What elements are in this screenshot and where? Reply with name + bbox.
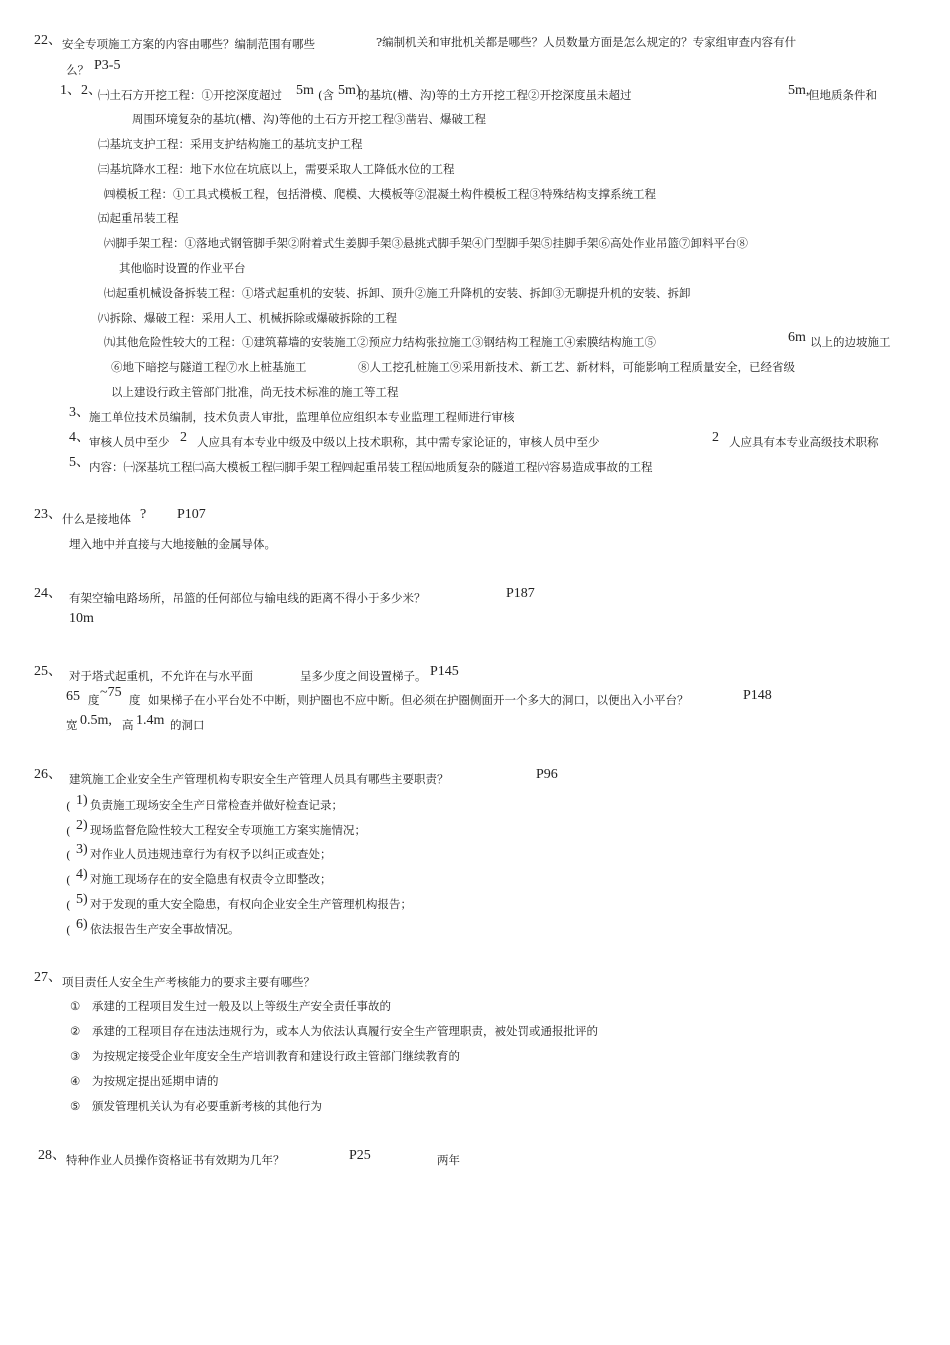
q25-page-ref2: P148: [743, 688, 772, 703]
list-item-paren: (: [66, 873, 71, 887]
q28-question: 特种作业人员操作资格证书有效期为几年？: [66, 1153, 285, 1167]
q23-answer: 埋入地中并直接与大地接触的金属导体。: [69, 537, 276, 551]
q22-a1-text1: ㈠土石方开挖工程：①开挖深度超过: [98, 88, 282, 102]
q28-number: 28、: [38, 1148, 66, 1163]
q25-number: 25、: [34, 664, 62, 679]
q25-page-ref1: P145: [430, 664, 459, 679]
q22-item-demolition: ㈧拆除、爆破工程：采用人工、机械拆除或爆破拆除的工程: [98, 311, 397, 325]
q28-page-ref: P25: [349, 1148, 371, 1163]
q22-a4-value1: 2: [180, 430, 187, 445]
q26-question: 建筑施工企业安全生产管理机构专职安全生产管理人员具有哪些主要职责？: [69, 772, 449, 786]
list-item: 对于发现的重大安全隐患，有权向企业安全生产管理机构报告；: [90, 897, 412, 911]
q22-item-crane-install: ㈦起重机械设备拆装工程：①塔式起重机的安装、拆卸、顶升②施工升降机的安装、拆卸③无聊提升机的安装、拆卸: [104, 286, 691, 300]
list-item-marker: ⑤: [70, 1099, 81, 1113]
list-item: 负责施工现场安全生产日常检查并做好检查记录；: [90, 798, 343, 812]
list-item-number: 5): [76, 892, 88, 907]
q25-ans-value2: ~75: [100, 685, 122, 700]
q22-item9-cont3: 以上建设行政主管部门批准，尚无技术标准的施工等工程: [111, 385, 399, 399]
q22-item9-cont2: ⑧人工挖孔桩施工⑨采用新技术、新工艺、新材料，可能影响工程质量安全，已经省级: [358, 360, 795, 374]
q22-item-formwork: ㈣模板工程：①工具式模板工程，包括滑模、爬模、大模板等②混凝土构件模板工程③特殊结构支撑系统工程: [104, 187, 656, 201]
list-item-number: 4): [76, 867, 88, 882]
q22-a4-number: 4、: [69, 430, 90, 445]
list-item-number: 3): [76, 842, 88, 857]
q26-number: 26、: [34, 767, 62, 782]
q24-question: 有架空输电路场所，吊篮的任何部位与输电线的距离不得小于多少米？: [69, 591, 426, 605]
list-item-paren: (: [66, 824, 71, 838]
q22-a4-text2: 人应具有本专业中级及中级以上技术职称，其中需专家论证的，审核人员中至少: [197, 435, 600, 449]
list-item-number: 1): [76, 793, 88, 808]
q24-page-ref: P187: [506, 586, 535, 601]
list-item-marker: ②: [70, 1024, 81, 1038]
q23-question: 什么是接地体: [62, 512, 131, 526]
q23-question-mark: ?: [140, 507, 147, 522]
q22-page-ref: P3-5: [94, 58, 121, 73]
q25-ans2-width-label: 宽: [66, 718, 78, 732]
list-item-paren: (: [66, 923, 71, 937]
q25-question-b: 呈多少度之间设置梯子。: [300, 669, 427, 683]
q25-ans-unit2: 度: [129, 693, 141, 707]
q22-a1-text2: (含: [318, 88, 334, 102]
list-item: 颁发管理机关认为有必要重新考核的其他行为: [92, 1099, 322, 1113]
q22-item9-cont1: ⑥地下暗挖与隧道工程⑦水上桩基施工: [111, 360, 307, 374]
list-item: 依法报告生产安全事故情况。: [90, 922, 240, 936]
q22-a1-value1: 5m: [296, 83, 314, 98]
q22-question-a: 安全专项施工方案的内容由哪些？编制范围有哪些: [62, 37, 315, 51]
q22-answer-prefix: 1、2、: [60, 83, 102, 98]
q22-question-c: 么？: [66, 63, 89, 77]
q22-item9-text-b: 以上的边坡施工: [810, 335, 891, 349]
list-item-number: 2): [76, 818, 88, 833]
q22-item-other-hazard: ㈨其他危险性较大的工程：①建筑幕墙的安装施工②预应力结构张拉施工③钢结构工程施工④索膜结构施工⑤: [104, 335, 656, 349]
list-item-paren: (: [66, 848, 71, 862]
q22-a4-text1: 审核人员中至少: [89, 435, 170, 449]
list-item-marker: ④: [70, 1074, 81, 1088]
list-item-marker: ③: [70, 1049, 81, 1063]
q22-a5-text: 内容：㈠深基坑工程㈡高大模板工程㈢脚手架工程㈣起重吊装工程㈤地质复杂的隧道工程㈥容易造成事故的工程: [89, 460, 653, 474]
q22-a4-value2: 2: [712, 430, 719, 445]
q22-a1-text4: 但地质条件和: [808, 88, 877, 102]
q22-a1-value2: 5m): [338, 83, 361, 98]
q22-item-foundation-support: ㈡基坑支护工程：采用支护结构施工的基坑支护工程: [98, 137, 363, 151]
list-item-paren: (: [66, 898, 71, 912]
q25-ans2-tail: 的洞口: [170, 718, 205, 732]
q22-a3-text: 施工单位技术员编制，技术负责人审批，监理单位应组织本专业监理工程师进行审核: [89, 410, 515, 424]
q22-question-b: ?编制机关和审批机关都是哪些？人员数量方面是怎么规定的？专家组审查内容有什: [376, 35, 797, 49]
list-item: 现场监督危险性较大工程安全专项施工方案实施情况；: [90, 823, 366, 837]
q25-ans-unit1: 度: [88, 693, 100, 707]
q27-question: 项目责任人安全生产考核能力的要求主要有哪些？: [62, 975, 315, 989]
list-item-paren: (: [66, 799, 71, 813]
q23-number: 23、: [34, 507, 62, 522]
q25-question-a: 对于塔式起重机，不允许在与水平面: [69, 669, 253, 683]
list-item: 承建的工程项目发生过一般及以上等级生产安全责任事故的: [92, 999, 391, 1013]
q24-number: 24、: [34, 586, 62, 601]
q22-a5-number: 5、: [69, 455, 90, 470]
q22-item-dewatering: ㈢基坑降水工程：地下水位在坑底以上，需要采取人工降低水位的工程: [98, 162, 455, 176]
q22-a1-value3: 5m,: [788, 83, 810, 98]
list-item-number: 6): [76, 917, 88, 932]
q28-answer: 两年: [437, 1153, 460, 1167]
list-item: 为按规定提出延期申请的: [92, 1074, 219, 1088]
q22-a4-text3: 人应具有本专业高级技术职称: [729, 435, 879, 449]
q25-ans-value1: 65: [66, 689, 80, 704]
q22-item-scaffold: ㈥脚手架工程：①落地式钢管脚手架②附着式生姜脚手架③悬挑式脚手架④门型脚手架⑤挂脚手架⑥高处作业吊篮⑦卸料平台⑧: [104, 236, 748, 250]
q25-ans2-height: 1.4m: [136, 713, 165, 728]
q22-a1-continuation: 周围环境复杂的基坑(槽、沟)等他的土石方开挖工程③凿岩、爆破工程: [132, 112, 486, 126]
list-item-marker: ①: [70, 999, 81, 1013]
q25-question2: 如果梯子在小平台处不中断，则护圈也不应中断。但必须在护圈侧面开一个多大的洞口，以便出入小平台？: [148, 693, 689, 707]
q22-number: 22、: [34, 33, 62, 48]
q22-item-lifting: ㈤起重吊装工程: [98, 211, 179, 225]
q25-ans2-height-label: 高: [122, 718, 134, 732]
q24-answer: 10m: [69, 611, 94, 626]
q23-page-ref: P107: [177, 507, 206, 522]
q26-page-ref: P96: [536, 767, 558, 782]
list-item: 对作业人员违规违章行为有权予以纠正或查处；: [90, 847, 332, 861]
q25-ans2-width: 0.5m,: [80, 713, 112, 728]
q22-a1-text3: 的基坑(槽、沟)等的土方开挖工程②开挖深度虽未超过: [358, 88, 632, 102]
q22-item-scaffold-cont: 其他临时设置的作业平台: [119, 261, 246, 275]
q22-item9-value: 6m: [788, 330, 806, 345]
list-item: 对施工现场存在的安全隐患有权责令立即整改；: [90, 872, 332, 886]
list-item: 承建的工程项目存在违法违规行为，或本人为依法认真履行安全生产管理职责，被处罚或通报批评的: [92, 1024, 598, 1038]
list-item: 为按规定接受企业年度安全生产培训教育和建设行政主管部门继续教育的: [92, 1049, 460, 1063]
q27-number: 27、: [34, 970, 62, 985]
q22-a3-number: 3、: [69, 405, 90, 420]
